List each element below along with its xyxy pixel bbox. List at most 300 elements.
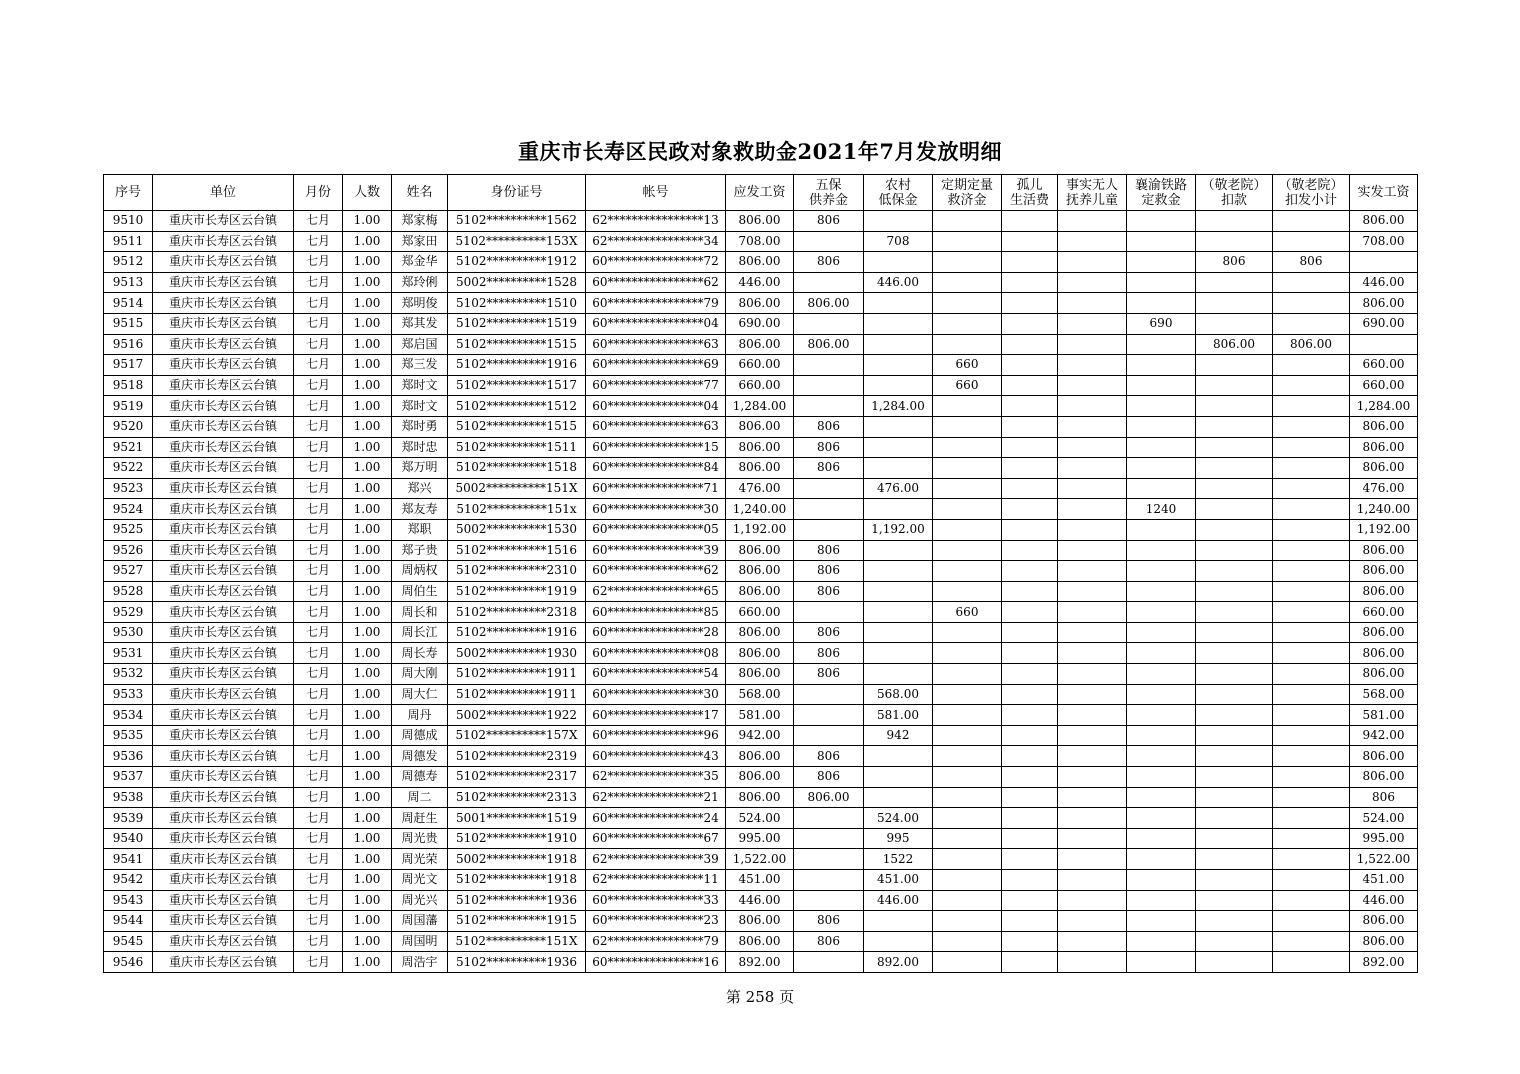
table-cell: 660: [933, 375, 1002, 396]
table-cell: [1002, 581, 1058, 602]
table-row: [104, 746, 1418, 767]
table-cell: 七月: [294, 437, 343, 458]
table-cell: [1058, 272, 1127, 293]
table-cell: 9523: [104, 478, 153, 499]
table-cell: [794, 828, 864, 849]
table-cell: [1058, 293, 1127, 314]
table-cell: 郑启国: [392, 334, 448, 355]
table-cell: [1002, 787, 1058, 808]
table-cell: [1127, 931, 1196, 952]
table-cell: 806: [794, 622, 864, 643]
table-cell: 660: [933, 602, 1002, 623]
table-cell: 七月: [294, 808, 343, 829]
table-cell: 806: [794, 581, 864, 602]
table-cell: 重庆市长寿区云台镇: [153, 705, 294, 726]
table-cell: [1196, 870, 1273, 891]
table-cell: [1058, 519, 1127, 540]
table-cell: 806: [794, 767, 864, 788]
table-cell: [1002, 952, 1058, 973]
table-cell: 806.00: [1350, 211, 1418, 232]
table-row: [104, 293, 1418, 314]
table-cell: 60****************84: [586, 458, 726, 479]
table-cell: [1127, 808, 1196, 829]
table-cell: 806.00: [1350, 581, 1418, 602]
table-cell: 周炳权: [392, 561, 448, 582]
table-cell: 60****************63: [586, 416, 726, 437]
table-cell: [933, 519, 1002, 540]
table-cell: [794, 313, 864, 334]
table-cell: 806.00: [726, 416, 794, 437]
table-cell: [1273, 725, 1350, 746]
table-cell: [1127, 375, 1196, 396]
table-cell: [1002, 849, 1058, 870]
table-cell: [864, 252, 933, 273]
column-header: 姓名: [392, 175, 448, 211]
table-cell: 451.00: [1350, 870, 1418, 891]
table-cell: 1.00: [343, 911, 392, 932]
table-cell: 62****************13: [586, 211, 726, 232]
table-cell: [1002, 622, 1058, 643]
table-cell: 806.00: [1350, 458, 1418, 479]
table-cell: 806: [794, 540, 864, 561]
table-cell: 806.00: [794, 293, 864, 314]
table-cell: 568.00: [726, 684, 794, 705]
table-cell: [1058, 705, 1127, 726]
table-cell: [864, 581, 933, 602]
table-cell: 5102**********1517: [448, 375, 586, 396]
table-cell: 1.00: [343, 870, 392, 891]
table-cell: 重庆市长寿区云台镇: [153, 911, 294, 932]
table-cell: 62****************34: [586, 231, 726, 252]
table-cell: [794, 725, 864, 746]
table-cell: 690.00: [726, 313, 794, 334]
table-cell: [1196, 828, 1273, 849]
table-cell: [1273, 519, 1350, 540]
table-cell: 七月: [294, 252, 343, 273]
table-cell: 9536: [104, 746, 153, 767]
table-cell: 806.00: [726, 746, 794, 767]
table-cell: 1.00: [343, 602, 392, 623]
table-cell: 5102**********1562: [448, 211, 586, 232]
table-cell: 郑其发: [392, 313, 448, 334]
table-cell: [1127, 231, 1196, 252]
table-cell: 七月: [294, 478, 343, 499]
table-cell: [1273, 272, 1350, 293]
table-cell: 708.00: [726, 231, 794, 252]
table-cell: [1127, 684, 1196, 705]
table-cell: 郑玲俐: [392, 272, 448, 293]
table-cell: 60****************77: [586, 375, 726, 396]
table-cell: 七月: [294, 602, 343, 623]
table-cell: 9516: [104, 334, 153, 355]
table-cell: 568.00: [1350, 684, 1418, 705]
table-cell: 60****************30: [586, 499, 726, 520]
table-cell: [933, 787, 1002, 808]
table-row: [104, 725, 1418, 746]
table-cell: [1273, 931, 1350, 952]
table-cell: 七月: [294, 622, 343, 643]
table-cell: 重庆市长寿区云台镇: [153, 890, 294, 911]
table-cell: [1058, 478, 1127, 499]
table-cell: 581.00: [726, 705, 794, 726]
table-cell: [864, 293, 933, 314]
table-cell: 995: [864, 828, 933, 849]
table-cell: 806.00: [726, 787, 794, 808]
table-cell: [1127, 540, 1196, 561]
table-cell: [1196, 787, 1273, 808]
table-cell: 60****************96: [586, 725, 726, 746]
table-cell: 446.00: [726, 890, 794, 911]
table-cell: [1058, 849, 1127, 870]
table-cell: 1,192.00: [864, 519, 933, 540]
table-cell: [794, 231, 864, 252]
table-cell: 60****************08: [586, 643, 726, 664]
table-cell: 重庆市长寿区云台镇: [153, 437, 294, 458]
table-cell: 9544: [104, 911, 153, 932]
table-cell: [794, 272, 864, 293]
table-cell: 七月: [294, 725, 343, 746]
table-cell: [794, 602, 864, 623]
table-cell: [1273, 952, 1350, 973]
table-cell: 重庆市长寿区云台镇: [153, 725, 294, 746]
table-cell: [1127, 355, 1196, 376]
table-cell: 942.00: [1350, 725, 1418, 746]
table-cell: [933, 396, 1002, 417]
table-cell: 5002**********151X: [448, 478, 586, 499]
table-cell: 郑时勇: [392, 416, 448, 437]
table-cell: [864, 437, 933, 458]
table-cell: 806.00: [1350, 293, 1418, 314]
table-cell: 524.00: [864, 808, 933, 829]
table-cell: 周德成: [392, 725, 448, 746]
table-cell: 重庆市长寿区云台镇: [153, 828, 294, 849]
table-cell: 1.00: [343, 581, 392, 602]
table-cell: 806.00: [726, 767, 794, 788]
table-cell: 9541: [104, 849, 153, 870]
table-cell: 七月: [294, 334, 343, 355]
table-row: [104, 561, 1418, 582]
table-cell: [1350, 334, 1418, 355]
table-cell: [1127, 705, 1196, 726]
table-cell: 重庆市长寿区云台镇: [153, 355, 294, 376]
table-cell: 9521: [104, 437, 153, 458]
table-cell: [1196, 931, 1273, 952]
table-cell: 60****************28: [586, 622, 726, 643]
table-row: [104, 870, 1418, 891]
table-cell: 5102**********1512: [448, 396, 586, 417]
table-cell: [933, 416, 1002, 437]
table-cell: 60****************04: [586, 396, 726, 417]
table-cell: 七月: [294, 499, 343, 520]
table-cell: [864, 643, 933, 664]
table-cell: 5102**********1515: [448, 334, 586, 355]
table-cell: 1.00: [343, 643, 392, 664]
table-cell: 1,522.00: [1350, 849, 1418, 870]
table-cell: 七月: [294, 396, 343, 417]
table-cell: 5102**********1916: [448, 622, 586, 643]
table-cell: 9535: [104, 725, 153, 746]
table-row: [104, 828, 1418, 849]
table-cell: 476.00: [864, 478, 933, 499]
table-cell: 郑子贵: [392, 540, 448, 561]
table-cell: 郑友寿: [392, 499, 448, 520]
table-cell: 重庆市长寿区云台镇: [153, 808, 294, 829]
table-cell: 1,284.00: [864, 396, 933, 417]
table-cell: 周长寿: [392, 643, 448, 664]
table-cell: [1058, 787, 1127, 808]
table-cell: 1.00: [343, 231, 392, 252]
table-row: [104, 458, 1418, 479]
table-cell: [933, 870, 1002, 891]
table-cell: 1240: [1127, 499, 1196, 520]
table-cell: [1002, 828, 1058, 849]
table-cell: 七月: [294, 313, 343, 334]
table-cell: 周国藩: [392, 911, 448, 932]
table-cell: [794, 499, 864, 520]
table-row: [104, 808, 1418, 829]
table-cell: 62****************11: [586, 870, 726, 891]
table-body: [104, 211, 1418, 973]
table-row: [104, 643, 1418, 664]
table-cell: 9530: [104, 622, 153, 643]
table-cell: 周浩宇: [392, 952, 448, 973]
table-cell: 60****************67: [586, 828, 726, 849]
table-cell: 60****************17: [586, 705, 726, 726]
table-cell: 9513: [104, 272, 153, 293]
table-cell: [933, 272, 1002, 293]
table-cell: [794, 684, 864, 705]
table-cell: [1273, 664, 1350, 685]
table-cell: 郑万明: [392, 458, 448, 479]
table-cell: [933, 478, 1002, 499]
table-cell: 七月: [294, 355, 343, 376]
table-cell: 1.00: [343, 540, 392, 561]
table-cell: [794, 952, 864, 973]
table-cell: 郑兴: [392, 478, 448, 499]
table-row: [104, 478, 1418, 499]
table-cell: 郑职: [392, 519, 448, 540]
table-cell: 806.00: [726, 664, 794, 685]
table-cell: [1002, 808, 1058, 829]
table-cell: 七月: [294, 561, 343, 582]
table-cell: [1002, 375, 1058, 396]
table-cell: [1273, 808, 1350, 829]
column-header: 应发工资: [726, 175, 794, 211]
table-cell: 60****************54: [586, 664, 726, 685]
table-cell: 5102**********1919: [448, 581, 586, 602]
table-cell: [1002, 767, 1058, 788]
table-cell: [1273, 499, 1350, 520]
table-cell: [1273, 540, 1350, 561]
table-cell: 周赶生: [392, 808, 448, 829]
table-cell: [1196, 705, 1273, 726]
table-cell: 806.00: [726, 643, 794, 664]
table-cell: [1273, 643, 1350, 664]
table-cell: 5102**********2319: [448, 746, 586, 767]
table-cell: [1127, 849, 1196, 870]
table-cell: [1127, 725, 1196, 746]
table-cell: [933, 458, 1002, 479]
table-row: [104, 519, 1418, 540]
table-cell: 1.00: [343, 293, 392, 314]
table-cell: [933, 767, 1002, 788]
table-cell: 周伯生: [392, 581, 448, 602]
table-cell: 郑家梅: [392, 211, 448, 232]
table-cell: [1273, 581, 1350, 602]
column-header: 孤儿 生活费: [1002, 175, 1058, 211]
table-cell: 5102**********151x: [448, 499, 586, 520]
page-number: 第 258 页: [725, 988, 795, 1006]
table-cell: 5102**********1910: [448, 828, 586, 849]
table-cell: 806: [794, 643, 864, 664]
table-cell: [1058, 725, 1127, 746]
table-row: [104, 911, 1418, 932]
column-header: 月份: [294, 175, 343, 211]
table-row: [104, 705, 1418, 726]
table-cell: 60****************43: [586, 746, 726, 767]
table-cell: 476.00: [1350, 478, 1418, 499]
table-cell: 周光贵: [392, 828, 448, 849]
table-cell: [1196, 643, 1273, 664]
table-cell: 重庆市长寿区云台镇: [153, 870, 294, 891]
table-cell: [1002, 602, 1058, 623]
table-row: [104, 252, 1418, 273]
table-cell: 郑时忠: [392, 437, 448, 458]
table-cell: 995.00: [726, 828, 794, 849]
table-cell: 重庆市长寿区云台镇: [153, 252, 294, 273]
document-title: 重庆市长寿区民政对象救助金2021年7月发放明细: [517, 139, 1003, 164]
table-cell: 1,284.00: [726, 396, 794, 417]
table-cell: 806.00: [1350, 622, 1418, 643]
table-cell: 806.00: [726, 437, 794, 458]
table-cell: [794, 705, 864, 726]
table-cell: 重庆市长寿区云台镇: [153, 664, 294, 685]
table-row: [104, 437, 1418, 458]
table-cell: 806.00: [1350, 540, 1418, 561]
table-cell: [933, 231, 1002, 252]
table-cell: 1.00: [343, 890, 392, 911]
table-cell: [1127, 952, 1196, 973]
table-cell: [1058, 231, 1127, 252]
table-cell: 重庆市长寿区云台镇: [153, 540, 294, 561]
table-cell: 5002**********1530: [448, 519, 586, 540]
table-cell: 9515: [104, 313, 153, 334]
table-cell: 1.00: [343, 725, 392, 746]
table-cell: 5002**********1528: [448, 272, 586, 293]
table-cell: 郑家田: [392, 231, 448, 252]
table-cell: [1127, 519, 1196, 540]
table-cell: [933, 664, 1002, 685]
table-cell: 1522: [864, 849, 933, 870]
table-cell: [933, 890, 1002, 911]
table-cell: 重庆市长寿区云台镇: [153, 478, 294, 499]
table-cell: 581.00: [864, 705, 933, 726]
table-cell: 806.00: [726, 561, 794, 582]
table-cell: [1002, 211, 1058, 232]
table-cell: 5102**********1911: [448, 684, 586, 705]
table-cell: 1.00: [343, 499, 392, 520]
table-cell: 9518: [104, 375, 153, 396]
table-cell: [1058, 458, 1127, 479]
table-cell: 892.00: [726, 952, 794, 973]
table-cell: [794, 890, 864, 911]
table-row: [104, 540, 1418, 561]
table-cell: [1002, 437, 1058, 458]
table-cell: 1.00: [343, 313, 392, 334]
table-cell: 周国明: [392, 931, 448, 952]
table-cell: 1.00: [343, 746, 392, 767]
table-cell: 60****************62: [586, 561, 726, 582]
table-cell: 重庆市长寿区云台镇: [153, 952, 294, 973]
table-cell: [1196, 313, 1273, 334]
table-cell: 5002**********1930: [448, 643, 586, 664]
table-cell: [1002, 478, 1058, 499]
table-cell: 周大刚: [392, 664, 448, 685]
table-cell: 5102**********2313: [448, 787, 586, 808]
table-cell: [1002, 458, 1058, 479]
table-cell: 七月: [294, 416, 343, 437]
table-cell: [1127, 252, 1196, 273]
table-cell: 七月: [294, 746, 343, 767]
table-cell: 806: [794, 664, 864, 685]
table-cell: 5102**********1936: [448, 890, 586, 911]
table-cell: 451.00: [726, 870, 794, 891]
table-cell: 660.00: [1350, 355, 1418, 376]
table-cell: [933, 643, 1002, 664]
table-cell: 1,240.00: [726, 499, 794, 520]
table-cell: 5102**********1518: [448, 458, 586, 479]
table-cell: 9531: [104, 643, 153, 664]
table-cell: [1058, 684, 1127, 705]
table-cell: [1196, 808, 1273, 829]
table-cell: [1196, 849, 1273, 870]
table-cell: 重庆市长寿区云台镇: [153, 293, 294, 314]
table-cell: 周德寿: [392, 767, 448, 788]
table-cell: [1058, 746, 1127, 767]
table-cell: [794, 808, 864, 829]
column-header: 五保 供养金: [794, 175, 864, 211]
table-cell: 重庆市长寿区云台镇: [153, 849, 294, 870]
table-cell: [1002, 911, 1058, 932]
table-cell: [1273, 375, 1350, 396]
table-cell: 581.00: [1350, 705, 1418, 726]
table-cell: [933, 828, 1002, 849]
table-cell: 周德发: [392, 746, 448, 767]
table-cell: 5001**********1519: [448, 808, 586, 829]
table-cell: 708.00: [1350, 231, 1418, 252]
table-cell: [1002, 643, 1058, 664]
table-cell: [933, 808, 1002, 829]
table-cell: 806: [794, 252, 864, 273]
table-cell: 5102**********157X: [448, 725, 586, 746]
table-cell: 9532: [104, 664, 153, 685]
table-cell: [1058, 890, 1127, 911]
table-cell: [933, 561, 1002, 582]
column-header: 定期定量 救济金: [933, 175, 1002, 211]
table-cell: [1058, 540, 1127, 561]
table-cell: 重庆市长寿区云台镇: [153, 931, 294, 952]
table-cell: [1273, 396, 1350, 417]
table-cell: [1196, 293, 1273, 314]
table-cell: 660.00: [1350, 602, 1418, 623]
table-cell: [1273, 911, 1350, 932]
table-cell: 806.00: [726, 293, 794, 314]
table-cell: 重庆市长寿区云台镇: [153, 231, 294, 252]
table-cell: [1196, 767, 1273, 788]
table-cell: 5102**********1936: [448, 952, 586, 973]
table-row: [104, 375, 1418, 396]
table-cell: [1058, 808, 1127, 829]
